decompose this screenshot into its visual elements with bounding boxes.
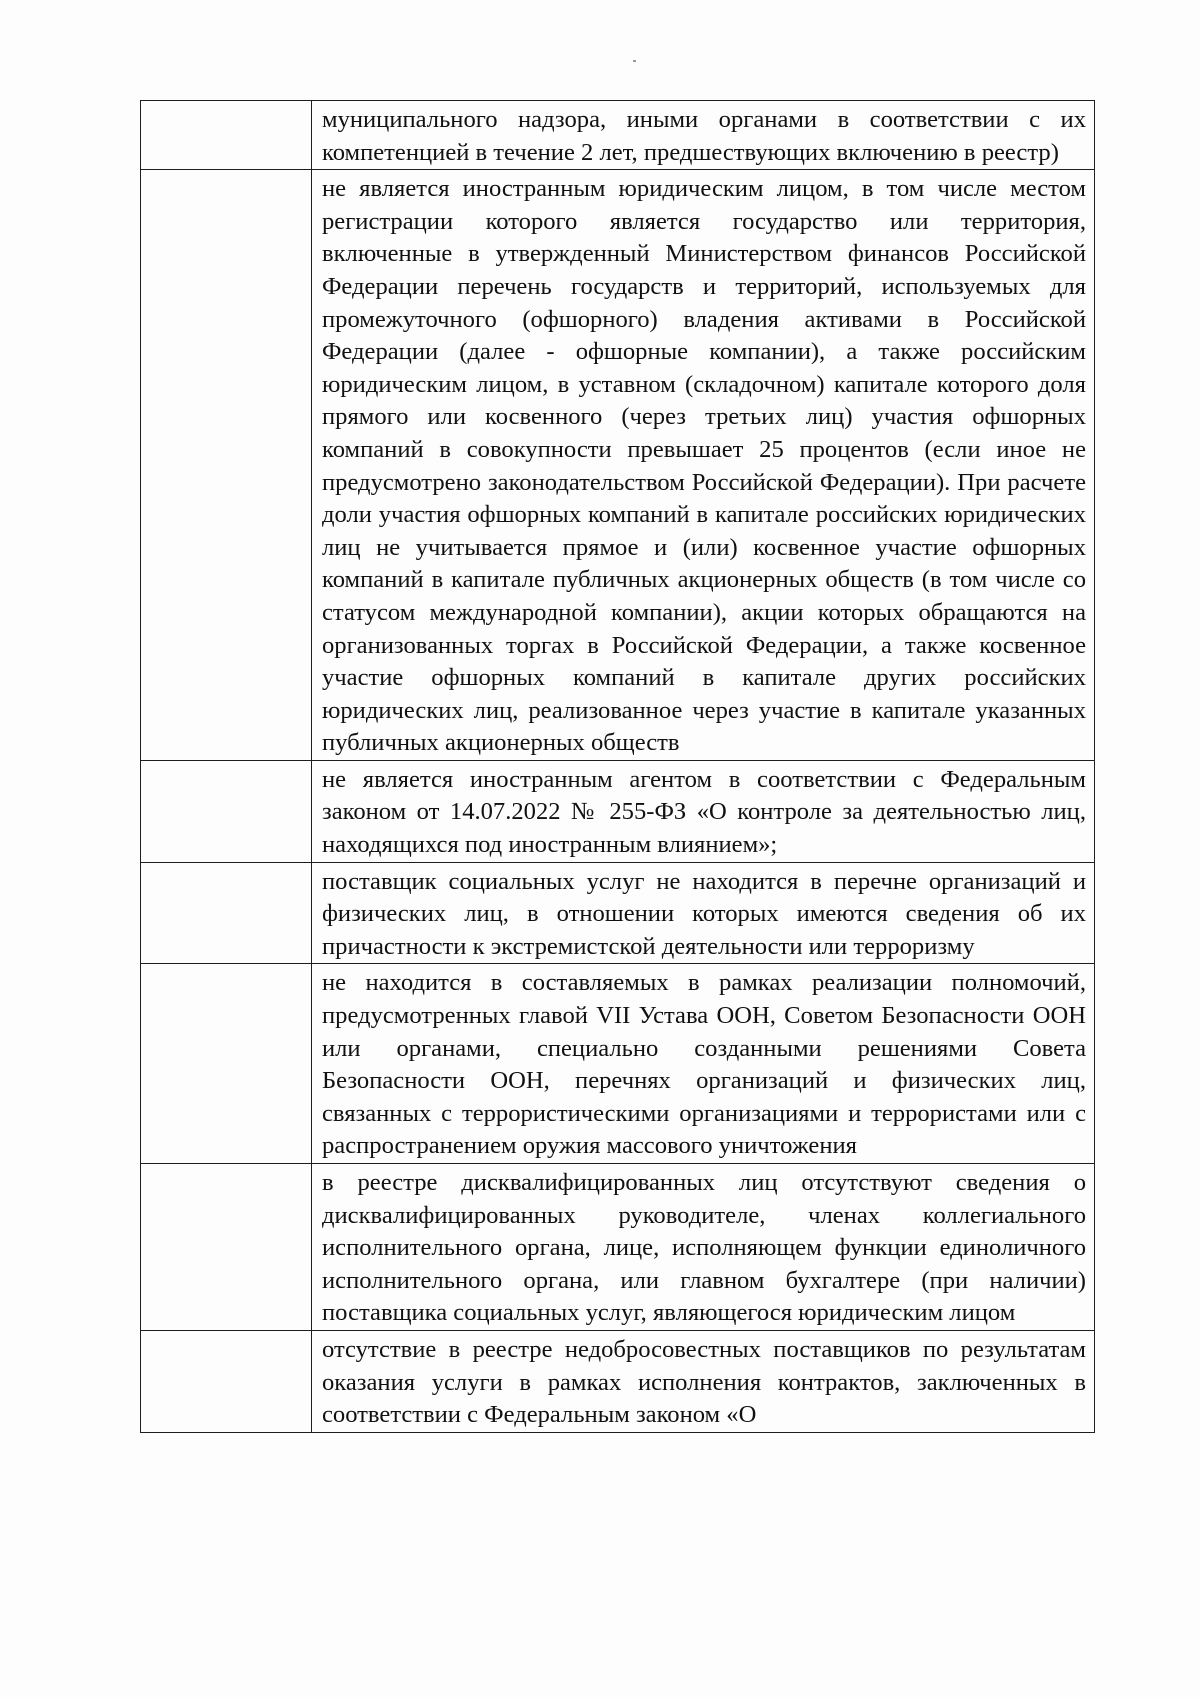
table-row — [141, 170, 1095, 761]
table-row — [141, 101, 1095, 170]
row-number-cell — [141, 862, 312, 964]
row-number-cell — [141, 1330, 312, 1432]
requirements-table — [140, 100, 1095, 1433]
requirement-text-cell: муниципального надзора, иными органами в соответствии с их компетенцией в течение 2 лет, предшествующих включению в реестр) — [312, 101, 1095, 170]
row-number-cell — [141, 760, 312, 862]
table-row — [141, 1164, 1095, 1331]
requirement-text-cell: не является иностранным агентом в соответствии с Федеральным законом от 14.07.2022 № 255-ФЗ «О контроле за деятельностью лиц, находящихся под иностранным влиянием»; — [312, 760, 1095, 862]
scan-speck — [633, 60, 636, 62]
requirement-text-cell: не находится в составляемых в рамках реализации полномочий, предусмотренных главой VII Устава ООН, Советом Безопасности ООН или органами, специально созданными решениями Совета Безопасности ООН, перечнях организаций и физических лиц, связанных с террористическими организациями и террористами или с распространением оружия массового уничтожения — [312, 964, 1095, 1164]
row-number-cell — [141, 170, 312, 761]
row-number-cell — [141, 964, 312, 1164]
table-row — [141, 964, 1095, 1164]
table-row — [141, 760, 1095, 862]
requirement-text-cell: не является иностранным юридическим лицом, в том числе местом регистрации которого является государство или территория, включенные в утвержденный Министерством финансов Российской Федерации перечень государств и территорий, используемых для промежуточного (офшорного) владения активами в Российской Федерации (далее - офшорные компании), а также российским юридическим лицом, в уставном (складочном) капитале которого доля прямого или косвенного (через третьих лиц) участия офшорных компаний в совокупности превышает 25 процентов (если иное не предусмотрено законодательством Российской Федерации). При расчете доли участия офшорных компаний в капитале российских юридических лиц не учитывается прямое и (или) косвенное участие офшорных компаний в капитале публичных акционерных обществ (в том числе со статусом международной компании), акции которых обращаются на организованных торгах в Российской Федерации, а также косвенное участие офшорных компаний в капитале других российских юридических лиц, реализованное через участие в капитале указанных публичных акционерных обществ — [312, 170, 1095, 761]
table-row — [141, 1330, 1095, 1432]
requirement-text-cell: в реестре дисквалифицированных лиц отсутствуют сведения о дисквалифицированных руководителе, членах коллегиального исполнительного органа, лице, исполняющем функции единоличного исполнительного органа, или главном бухгалтере (при наличии) поставщика социальных услуг, являющегося юридическим лицом — [312, 1164, 1095, 1331]
requirement-text-cell: отсутствие в реестре недобросовестных поставщиков по результатам оказания услуги в рамках исполнения контрактов, заключенных в соответствии с Федеральным законом «О — [312, 1330, 1095, 1432]
row-number-cell — [141, 101, 312, 170]
row-number-cell — [141, 1164, 312, 1331]
table-row — [141, 862, 1095, 964]
requirement-text-cell: поставщик социальных услуг не находится в перечне организаций и физических лиц, в отношении которых имеются сведения об их причастности к экстремистской деятельности или терроризму — [312, 862, 1095, 964]
